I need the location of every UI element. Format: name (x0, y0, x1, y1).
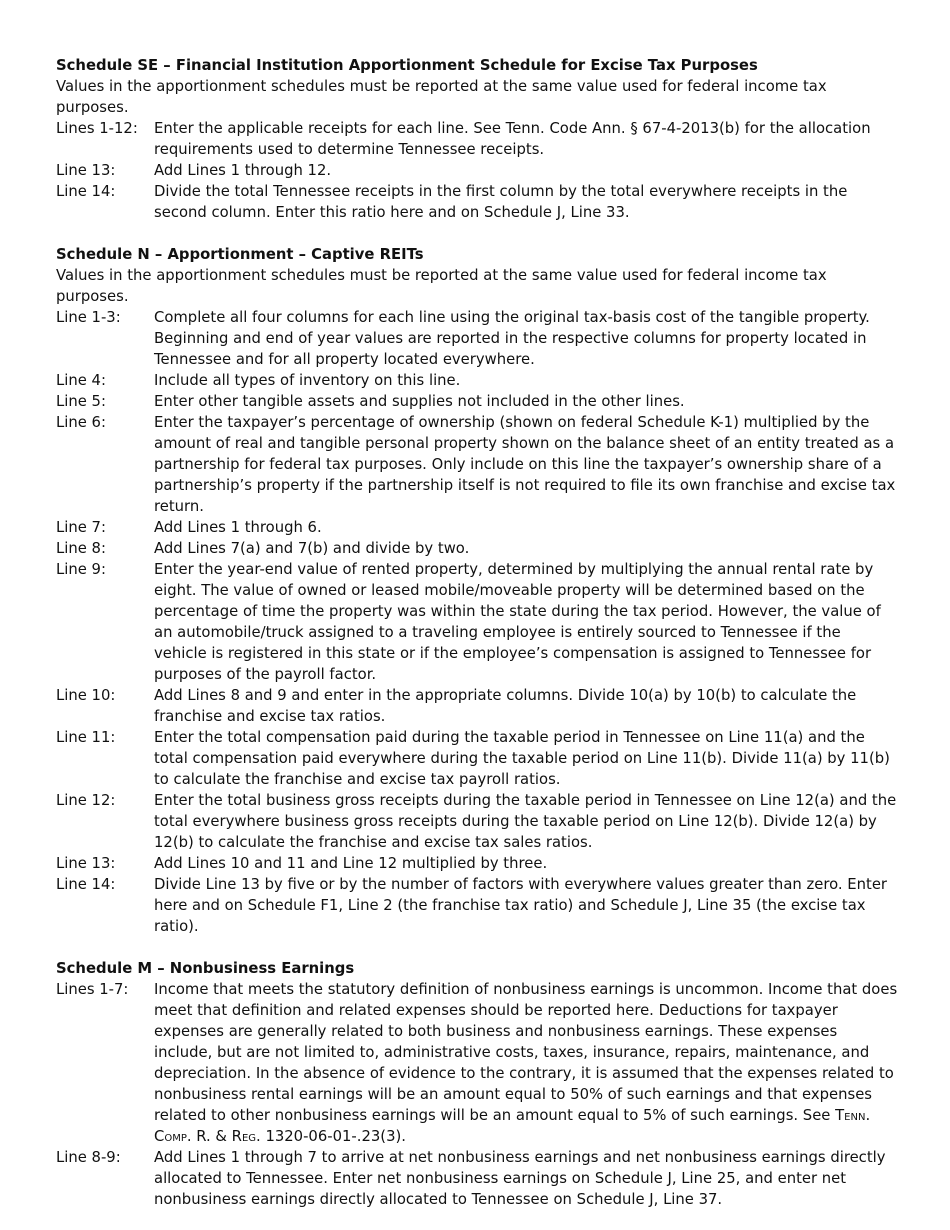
instruction-line (56, 517, 898, 538)
line-text: Complete all four columns for each line using the original tax-basis cost of the tangible property. Beginning and end of year values are reported in the respective columns for property located in Tennessee and for all property located everywhere. (154, 309, 870, 368)
section-title: Schedule M – Nonbusiness Earnings (56, 960, 355, 977)
line-label: Line 11: (56, 729, 116, 746)
line-text: Enter other tangible assets and supplies not included in the other lines. (154, 393, 685, 410)
instruction-line (56, 727, 898, 790)
line-text (154, 979, 898, 1147)
line-text: Divide the total Tennessee receipts in the first column by the total everywhere receipts in the second column. Enter this ratio here and on Schedule J, Line 33. (154, 183, 848, 221)
schedule-n-section (56, 244, 898, 937)
instruction-line (56, 370, 898, 391)
line-text: Enter the total compensation paid during the taxable period in Tennessee on Line 11(a) and the total compensation paid everywhere during the taxable period on Line 11(b). Divide 11(a) by 11(b) to calculate the franchise and excise tax payroll ratios. (154, 729, 890, 788)
line-label: Line 6: (56, 414, 106, 431)
line-text: Add Lines 7(a) and 7(b) and divide by two. (154, 540, 470, 557)
instruction-line (56, 391, 898, 412)
line-text: Add Lines 1 through 12. (154, 162, 332, 179)
line-text: Add Lines 1 through 6. (154, 519, 322, 536)
line-text: Add Lines 1 through 7 to arrive at net nonbusiness earnings and net nonbusiness earnings directly allocated to Tennessee. Enter net nonbusiness earnings on Schedule J, Line 25, and enter net nonbusiness earnings directly allocated to Tennessee on Schedule J, Line 37. (154, 1149, 886, 1208)
section-intro: Values in the apportionment schedules must be reported at the same value used for federal income tax purposes. (56, 267, 827, 305)
line-label: Line 13: (56, 855, 116, 872)
line-label: Lines 1-7: (56, 981, 129, 998)
instruction-line (56, 412, 898, 517)
line-label: Line 9: (56, 561, 106, 578)
section-title: Schedule N – Apportionment – Captive REITs (56, 246, 424, 263)
instruction-line (56, 538, 898, 559)
line-text: Add Lines 10 and 11 and Line 12 multiplied by three. (154, 855, 548, 872)
line-label: Line 8-9: (56, 1149, 121, 1166)
line-label: Line 7: (56, 519, 106, 536)
schedule-m-section (56, 958, 898, 1210)
line-text-tail: 1320-06-01-.23(3). (260, 1128, 406, 1145)
instruction-line (56, 853, 898, 874)
line-label: Line 13: (56, 162, 116, 179)
line-text: Divide Line 13 by five or by the number of factors with everywhere values greater than zero. Enter here and on Schedule F1, Line 2 (the franchise tax ratio) and Schedule J, Line 35 (the excise tax ratio). (154, 876, 888, 935)
instruction-line (56, 1147, 898, 1210)
instruction-line (56, 307, 898, 370)
line-label: Line 1-3: (56, 309, 121, 326)
line-text: Enter the total business gross receipts during the taxable period in Tennessee on Line 12(a) and the total everywhere business gross receipts during the taxable period on Line 12(b). Divide 12(a) by 12(b) to calculate the franchise and excise tax sales ratios. (154, 792, 897, 851)
instruction-line (56, 118, 898, 160)
instruction-line (56, 790, 898, 853)
line-text: Enter the year-end value of rented property, determined by multiplying the annual rental rate by eight. The value of owned or leased mobile/moveable property will be determined based on the percentage of time the property was within the state during the tax period. However, the value of an automobile/truck assigned to a traveling employee is entirely sourced to Tennessee if the vehicle is registered in this state or if the employee’s compensation is assigned to Tennessee for purposes of the payroll factor. (154, 561, 881, 683)
schedule-se-section (56, 55, 898, 223)
line-label: Line 14: (56, 183, 116, 200)
section-title: Schedule SE – Financial Institution Apportionment Schedule for Excise Tax Purposes (56, 57, 758, 74)
line-label: Line 5: (56, 393, 106, 410)
line-label: Line 14: (56, 876, 116, 893)
line-label: Line 4: (56, 372, 106, 389)
line-text: Add Lines 8 and 9 and enter in the appropriate columns. Divide 10(a) by 10(b) to calculate the franchise and excise tax ratios. (154, 687, 857, 725)
instruction-line (56, 685, 898, 727)
instruction-line (56, 559, 898, 685)
instruction-line (56, 874, 898, 937)
line-label: Line 12: (56, 792, 116, 809)
regulation-citation: Tenn. Comp. R. & Reg. (154, 1107, 871, 1145)
instruction-line (56, 979, 898, 1147)
line-text: Include all types of inventory on this line. (154, 372, 461, 389)
line-label: Line 10: (56, 687, 116, 704)
line-label: Line 8: (56, 540, 106, 557)
instruction-line (56, 160, 898, 181)
instruction-line (56, 181, 898, 223)
section-intro: Values in the apportionment schedules must be reported at the same value used for federal income tax purposes. (56, 78, 827, 116)
line-text: Enter the applicable receipts for each line. See Tenn. Code Ann. § 67-4-2013(b) for the allocation requirements used to determine Tennessee receipts. (154, 120, 871, 158)
line-text-main: Income that meets the statutory definition of nonbusiness earnings is uncommon. Income that does meet that definition and related expenses should be reported here. Deductions for taxpayer expenses are generally related to both business and nonbusiness earnings. These expenses include, but are not limited to, administrative costs, taxes, insurance, repairs, maintenance, and depreciation. In the absence of evidence to the contrary, it is assumed that the expenses related to nonbusiness rental earnings will be an amount equal to 50% of such earnings and that expenses related to other nonbusiness earnings will be an amount equal to 5% of such earnings. See (154, 981, 898, 1124)
line-label: Lines 1-12: (56, 120, 138, 137)
line-text: Enter the taxpayer’s percentage of ownership (shown on federal Schedule K-1) multiplied by the amount of real and tangible personal property shown on the balance sheet of an entity treated as a partnership for federal tax purposes. Only include on this line the taxpayer’s ownership share of a partnership’s property if the partnership itself is not required to file its own franchise and excise tax return. (154, 414, 896, 515)
